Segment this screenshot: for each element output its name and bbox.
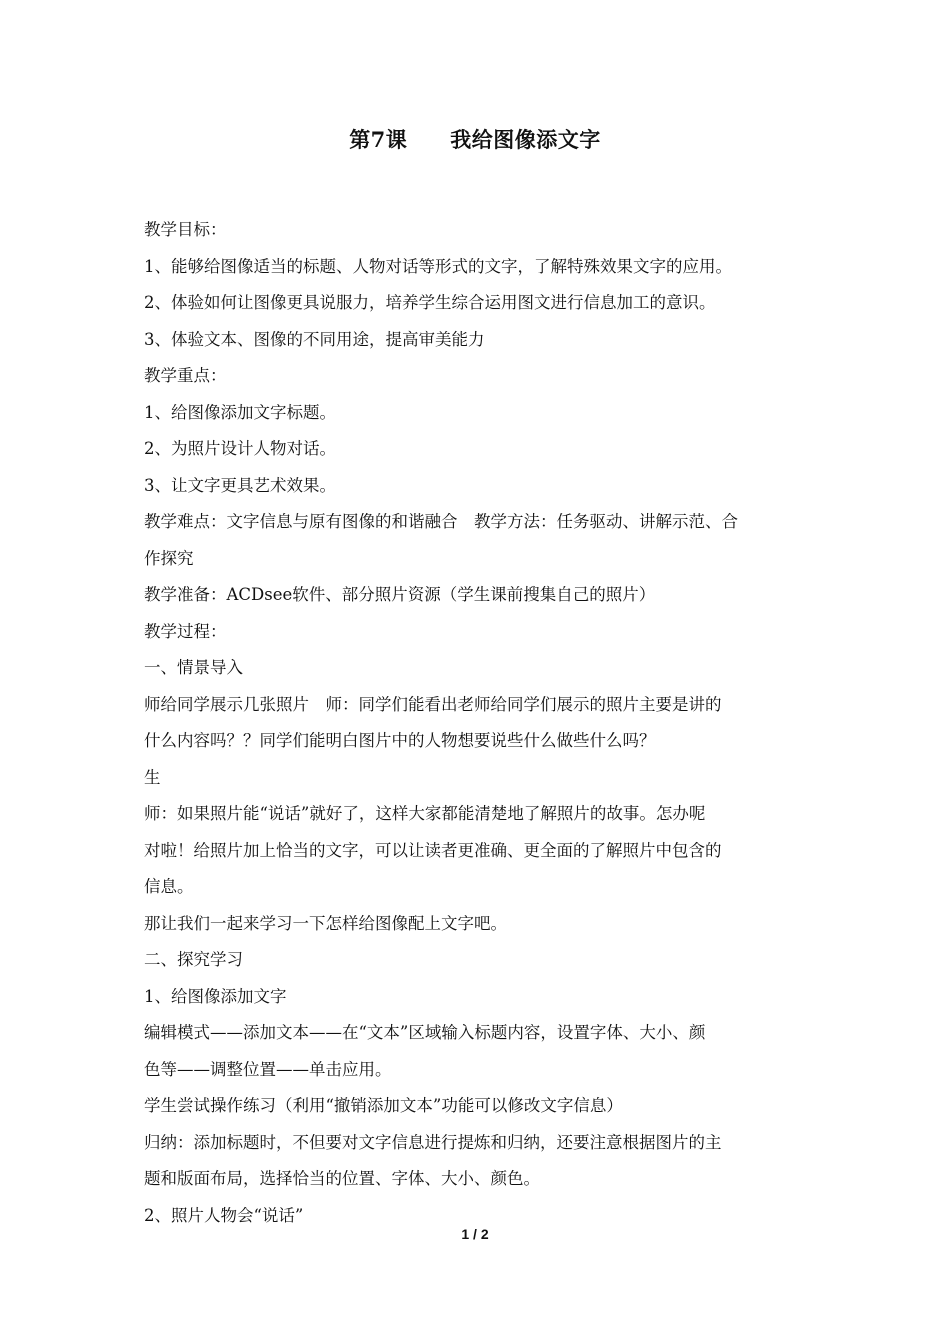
text-line: 教学难点：文字信息与原有图像的和谐融合 教学方法：任务驱动、讲解示范、合 <box>144 512 738 531</box>
text-line: 信息。 <box>144 877 194 896</box>
text-line: 2、照片人物会“说话” <box>144 1205 304 1225</box>
text-line: 1、给图像添加文字标题。 <box>144 402 336 422</box>
text-line: 对啦！给照片加上恰当的文字，可以让读者更准确、更全面的了解照片中包含的 <box>144 840 722 860</box>
text-line: 学生尝试操作练习（利用“撤销添加文本”功能可以修改文字信息） <box>144 1096 623 1115</box>
text-line: 教学重点： <box>144 366 227 385</box>
text-line: 2、体验如何让图像更具说服力，培养学生综合运用图文进行信息加工的意识。 <box>144 293 716 312</box>
text-line: 教学过程： <box>144 621 227 641</box>
text-line: 编辑模式——添加文本——在“文本”区域输入标题内容，设置字体、大小、颜 <box>144 1023 706 1042</box>
text-line: 一、情景导入 <box>144 658 243 677</box>
lesson-body <box>144 212 810 1234</box>
text-line: 作探究 <box>144 548 194 568</box>
text-line: 二、探究学习 <box>144 950 243 969</box>
lesson-title: 第7课 我给图像添文字 <box>349 127 601 152</box>
text-line: 题和版面布局，选择恰当的位置、字体、大小、颜色。 <box>144 1169 540 1188</box>
text-line: 教学准备：ACDsee软件、部分照片资源（学生课前搜集自己的照片） <box>144 585 656 604</box>
page-number: 1 / 2 <box>461 1226 489 1242</box>
text-line: 那让我们一起来学习一下怎样给图像配上文字吧。 <box>144 913 507 933</box>
text-line: 3、让文字更具艺术效果。 <box>144 475 336 495</box>
text-line: 师给同学展示几张照片 师：同学们能看出老师给同学们展示的照片主要是讲的 <box>144 694 722 714</box>
text-line: 什么内容吗？？同学们能明白图片中的人物想要说些什么做些什么吗？ <box>144 731 656 750</box>
text-line: 生 <box>144 767 161 787</box>
text-line: 2、为照片设计人物对话。 <box>144 439 336 458</box>
text-line: 1、能够给图像适当的标题、人物对话等形式的文字，了解特殊效果文字的应用。 <box>144 256 732 276</box>
text-line: 师：如果照片能“说话”就好了，这样大家都能清楚地了解照片的故事。怎办呢 <box>144 804 706 823</box>
text-line: 色等——调整位置——单击应用。 <box>144 1059 392 1079</box>
text-line: 1、给图像添加文字 <box>144 986 287 1006</box>
text-line: 教学目标： <box>144 220 227 239</box>
text-line: 3、体验文本、图像的不同用途，提高审美能力 <box>144 329 485 349</box>
text-line: 归纳：添加标题时，不但要对文字信息进行提炼和归纳，还要注意根据图片的主 <box>144 1132 722 1152</box>
